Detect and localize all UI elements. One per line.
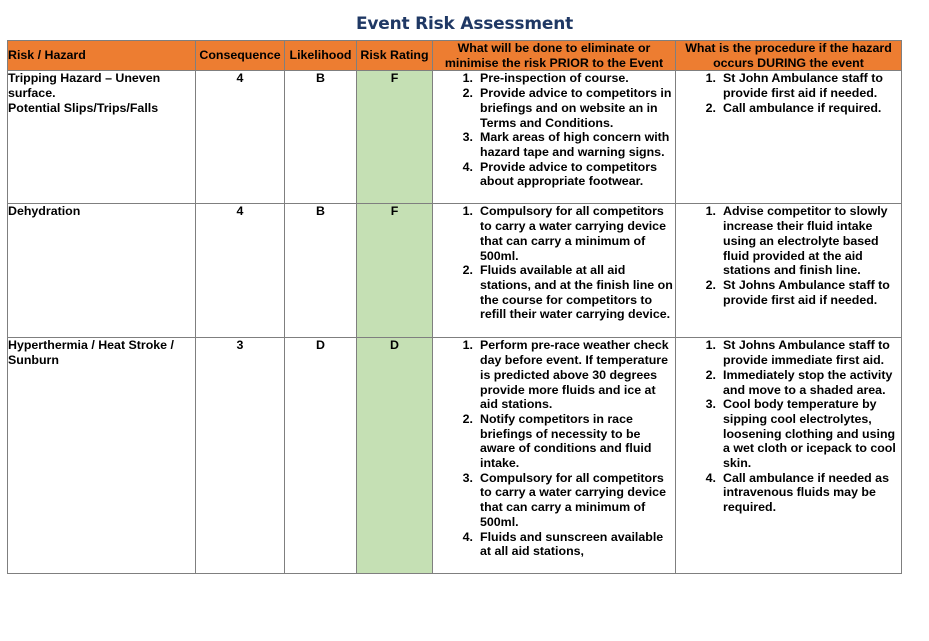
table-row <box>8 338 902 574</box>
list-item: 1. Advise competitor to slowly increase their fluid intake using an electrolyte based fluid provided at the aid stations and finish line. <box>705 204 888 278</box>
list-item-text: Immediately stop the activity and move to a shaded area. <box>723 367 893 397</box>
header-risk-rating: Risk Rating <box>357 41 433 71</box>
list-item: 2. Immediately stop the activity and move to a shaded area. <box>705 367 893 397</box>
list-item-text: St Johns Ambulance staff to provide first aid if needed. <box>723 277 890 307</box>
list-item-text: Advise competitor to slowly increase their fluid intake using an electrolyte based fluid provided at the aid stations and finish line. <box>723 204 888 278</box>
consequence-cell: 4 <box>196 204 285 338</box>
consequence-cell: 3 <box>196 338 285 574</box>
list-item-text: Call ambulance if required. <box>723 100 882 115</box>
risk-rating-cell: D <box>357 338 433 574</box>
list-item: 1. Pre-inspection of course. <box>462 71 629 86</box>
list-item-text: Mark areas of high concern with hazard tape and warning signs. <box>480 130 670 159</box>
during-procedure-cell <box>676 71 902 204</box>
list-item-text: St John Ambulance staff to provide first aid if needed. <box>723 71 883 101</box>
list-item: 2. Provide advice to competitors in briefings and on website an in Terms and Conditions. <box>462 86 672 130</box>
risk-line: Tripping Hazard – Uneven surface. <box>8 71 161 101</box>
during-procedure-list <box>676 338 901 514</box>
risk-rating-cell: F <box>357 204 433 338</box>
list-item-text: Fluids and sunscreen available at all aid stations, <box>480 529 664 559</box>
likelihood-cell: D <box>285 338 357 574</box>
prior-actions-cell <box>433 338 676 574</box>
risk-line: Dehydration <box>8 204 81 219</box>
prior-actions-cell <box>433 204 676 338</box>
list-item: 1. St Johns Ambulance staff to provide immediate first aid. <box>705 338 890 368</box>
risk-line: Potential Slips/Trips/Falls <box>8 100 159 115</box>
risk-line: Hyperthermia / Heat Stroke / Sunburn <box>8 338 174 368</box>
header-risk-hazard: Risk / Hazard <box>8 41 196 71</box>
risk-hazard-cell <box>8 71 196 204</box>
page-title: Event Risk Assessment <box>355 14 574 34</box>
list-item: 3. Mark areas of high concern with hazard tape and warning signs. <box>462 130 670 159</box>
prior-actions-list <box>433 204 675 322</box>
list-item-text: Call ambulance if needed as intravenous fluids may be required. <box>723 470 889 515</box>
list-item: 2. St Johns Ambulance staff to provide first aid if needed. <box>705 277 890 307</box>
during-procedure-list <box>676 204 901 307</box>
likelihood-cell: B <box>285 71 357 204</box>
header-prior-actions: What will be done to eliminate or minimise the risk PRIOR to the Event <box>433 41 676 71</box>
list-item: 2. Fluids available at all aid stations, and at the finish line on the course for competitors to refill their water carrying device. <box>462 263 673 322</box>
likelihood-cell: B <box>285 204 357 338</box>
prior-actions-list <box>433 71 675 189</box>
risk-hazard-cell <box>8 204 196 338</box>
list-item: 1. Perform pre-race weather check day before event. If temperature is predicted above 30 degrees provide more fluids and ice at aid stations. <box>462 338 669 412</box>
list-item-text: Fluids available at all aid stations, and at the finish line on the course for competitors to refill their water carrying device. <box>480 263 673 322</box>
list-item: 1. St John Ambulance staff to provide first aid if needed. <box>705 71 883 101</box>
table-row <box>8 204 902 338</box>
risk-hazard-cell <box>8 338 196 574</box>
during-procedure-cell <box>676 338 902 574</box>
list-item-text: Provide advice to competitors about appropriate footwear. <box>480 159 657 189</box>
header-likelihood: Likelihood <box>285 41 357 71</box>
list-item: 3. Cool body temperature by sipping cool electrolytes, loosening clothing and using a wet cloth or icepack to cool skin. <box>705 397 896 471</box>
header-row <box>8 41 902 71</box>
list-item-text: St Johns Ambulance staff to provide immediate first aid. <box>723 338 890 368</box>
list-item: 1. Compulsory for all competitors to carry a water carrying device that can carry a minimum of 500ml. <box>462 204 666 263</box>
list-item-text: Perform pre-race weather check day before event. If temperature is predicted above 30 degrees provide more fluids and ice at aid stations. <box>480 338 669 412</box>
list-item: 4. Provide advice to competitors about appropriate footwear. <box>462 159 657 189</box>
list-item: 4. Call ambulance if needed as intravenous fluids may be required. <box>705 470 889 515</box>
consequence-cell: 4 <box>196 71 285 204</box>
table-row <box>8 71 902 204</box>
list-item: 3. Compulsory for all competitors to carry a water carrying device that can carry a minimum of 500ml. <box>462 470 666 529</box>
list-item: 2. Call ambulance if required. <box>705 100 882 115</box>
list-item-text: Provide advice to competitors in briefings and on website an in Terms and Conditions. <box>480 86 672 130</box>
list-item-text: Compulsory for all competitors to carry a water carrying device that can carry a minimum of 500ml. <box>480 470 666 529</box>
risk-rating-cell: F <box>357 71 433 204</box>
list-item: 2. Notify competitors in race briefings of necessity to be aware of conditions and fluid intake. <box>462 411 652 471</box>
list-item-text: Cool body temperature by sipping cool electrolytes, loosening clothing and using a wet cloth or icepack to cool skin. <box>723 397 896 471</box>
list-item-text: Notify competitors in race briefings of necessity to be aware of conditions and fluid intake. <box>480 411 652 471</box>
header-during-procedure: What is the procedure if the hazard occurs DURING the event <box>676 41 902 71</box>
risk-assessment-table <box>7 40 902 574</box>
prior-actions-list <box>433 338 675 559</box>
header-consequence: Consequence <box>196 41 285 71</box>
list-item-text: Pre-inspection of course. <box>480 71 629 86</box>
during-procedure-cell <box>676 204 902 338</box>
during-procedure-list <box>676 71 901 115</box>
list-item: 4. Fluids and sunscreen available at all aid stations, <box>462 529 664 559</box>
prior-actions-cell <box>433 71 676 204</box>
list-item-text: Compulsory for all competitors to carry a water carrying device that can carry a minimum of 500ml. <box>480 204 666 263</box>
